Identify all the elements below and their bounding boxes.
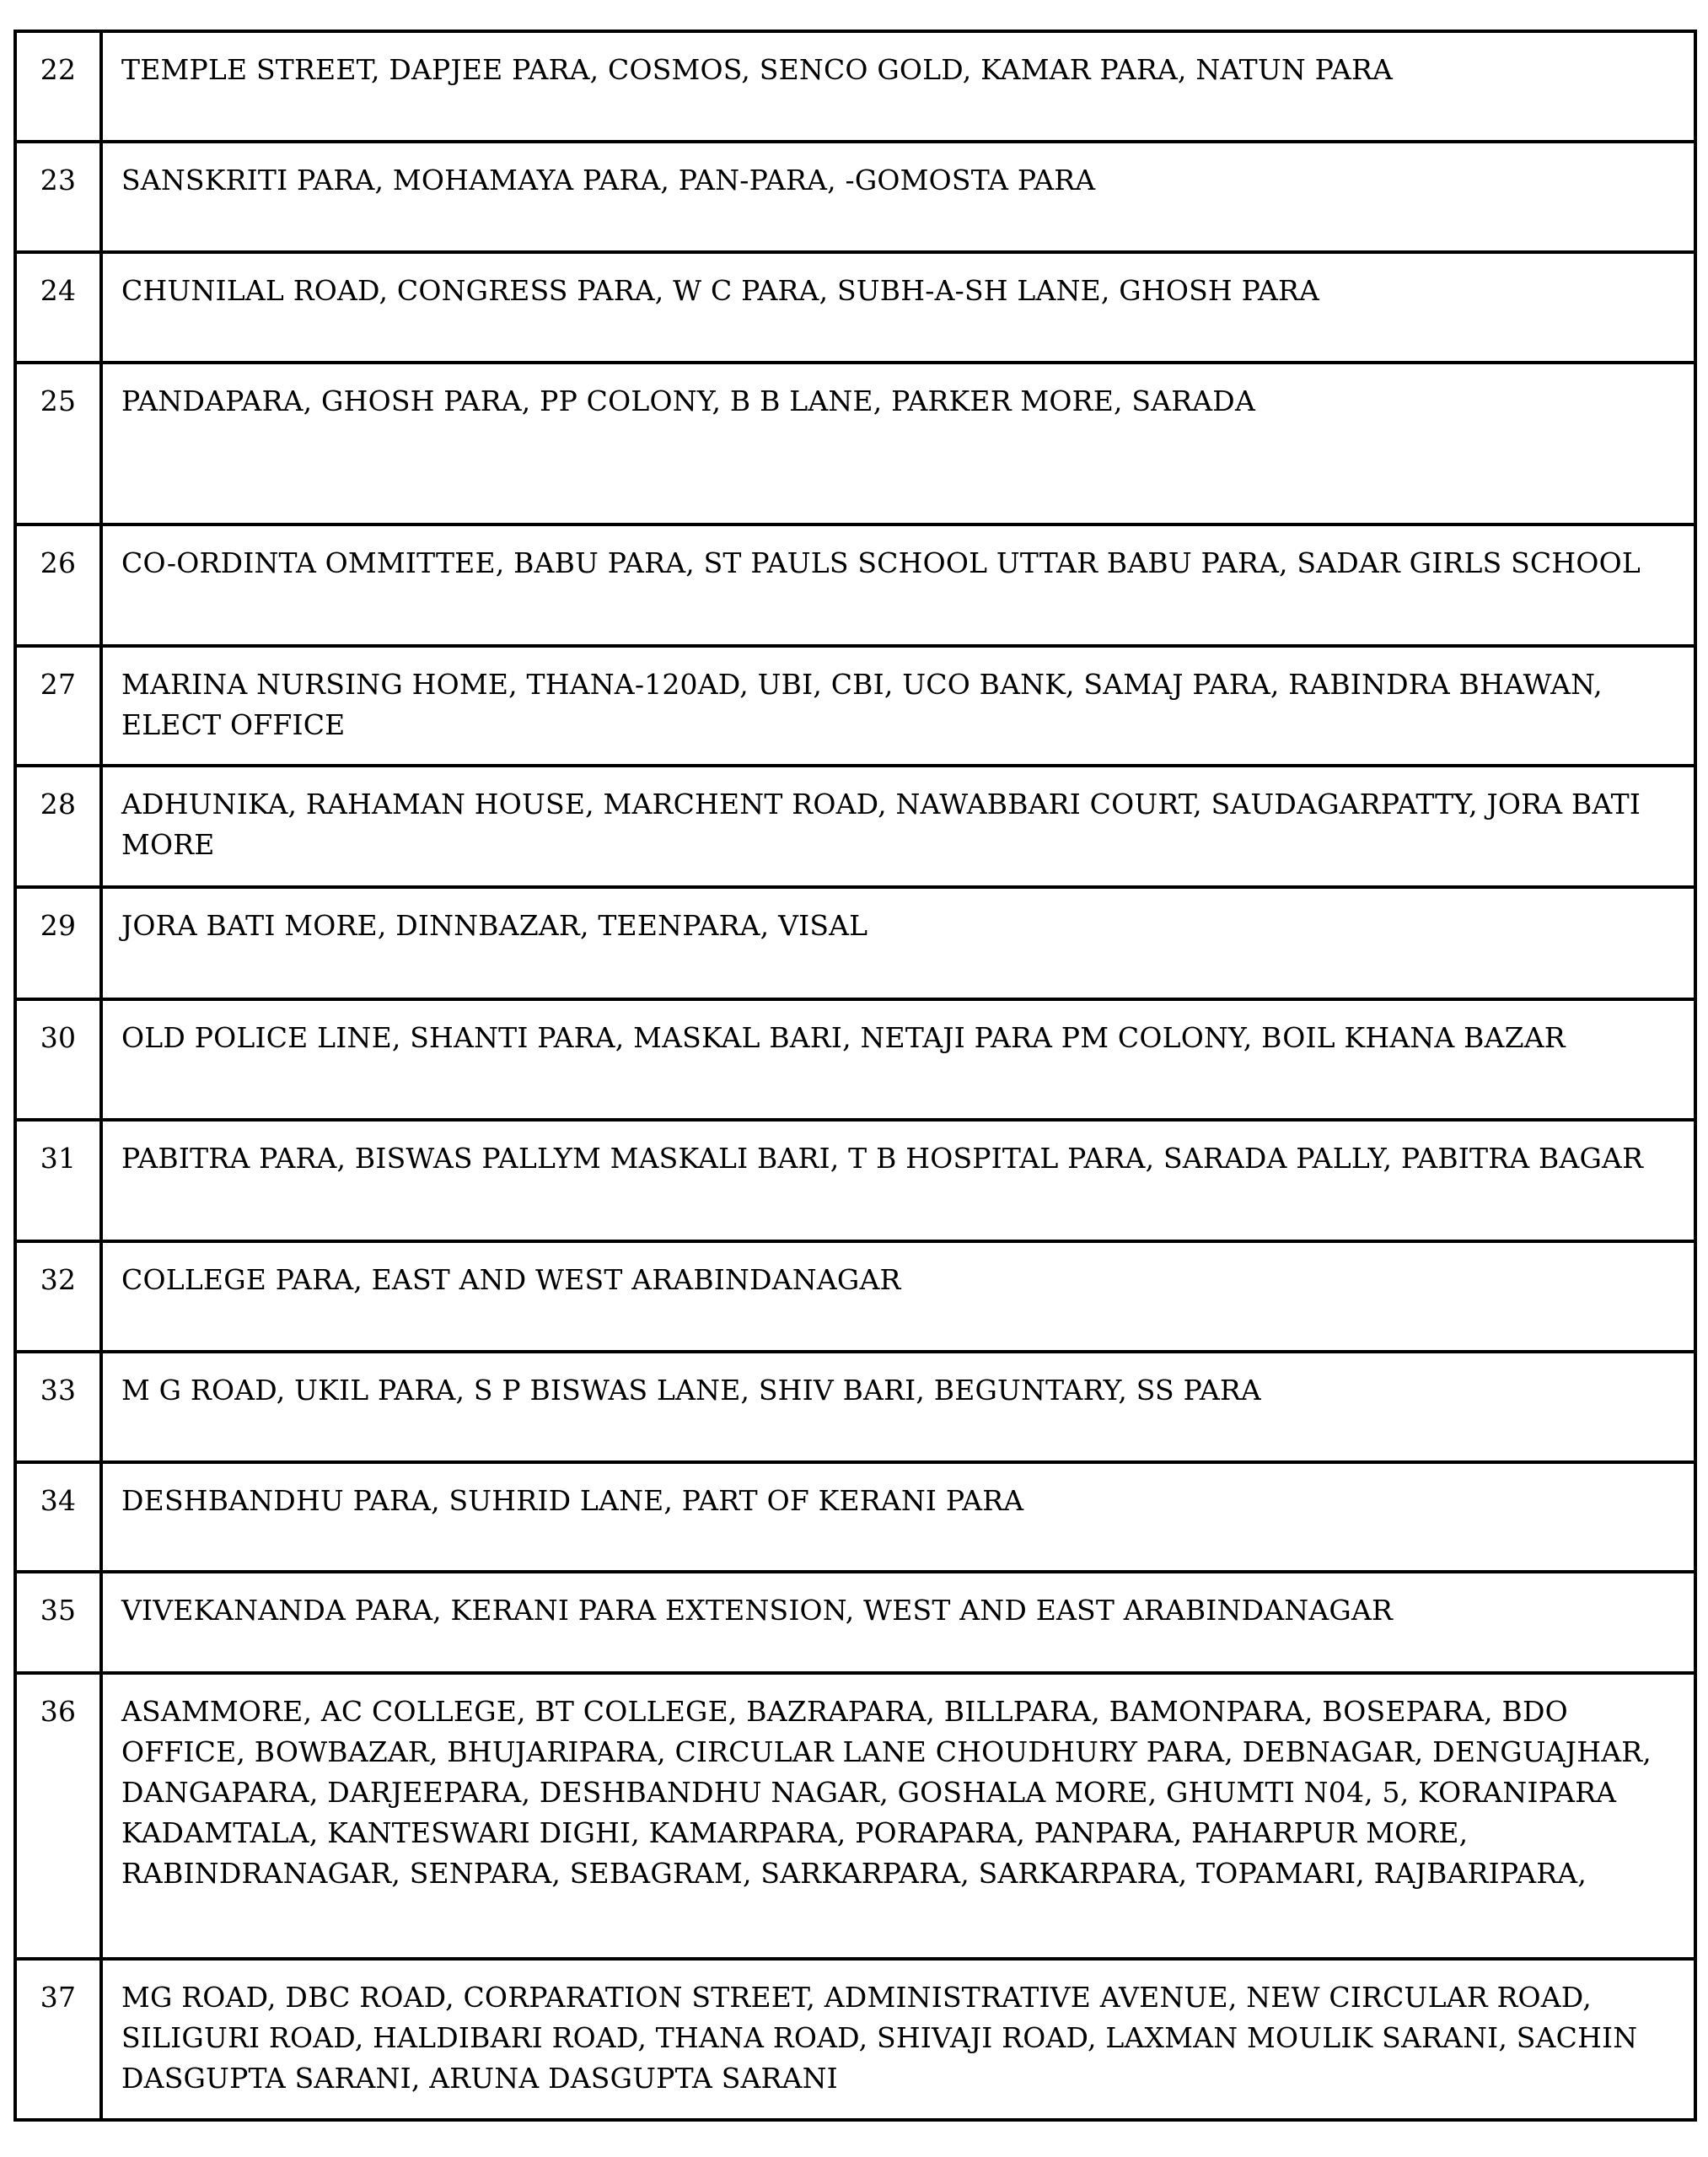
ward-areas-table bbox=[13, 30, 1697, 2122]
table-row bbox=[15, 1959, 1695, 2120]
table-row bbox=[15, 524, 1695, 646]
areas-cell: CO-ORDINTA OMMITTEE, BABU PARA, ST PAULS SCHOOL UTTAR BABU PARA, SADAR GIRLS SCHOOL bbox=[101, 524, 1695, 646]
ward-number-cell: 36 bbox=[15, 1673, 101, 1959]
table-row bbox=[15, 1462, 1695, 1572]
table-row bbox=[15, 646, 1695, 766]
areas-cell: PABITRA PARA, BISWAS PALLYM MASKALI BARI, T B HOSPITAL PARA, SARADA PALLY, PABITRA BAGAR bbox=[101, 1120, 1695, 1241]
ward-number-cell: 24 bbox=[15, 252, 101, 363]
ward-number-cell: 32 bbox=[15, 1241, 101, 1352]
ward-number-cell: 30 bbox=[15, 999, 101, 1120]
table-row bbox=[15, 363, 1695, 524]
areas-cell: M G ROAD, UKIL PARA, S P BISWAS LANE, SHIV BARI, BEGUNTARY, SS PARA bbox=[101, 1352, 1695, 1462]
areas-cell: ADHUNIKA, RAHAMAN HOUSE, MARCHENT ROAD, NAWABBARI COURT, SAUDAGARPATTY, JORA BATI MORE bbox=[101, 766, 1695, 887]
ward-number-cell: 26 bbox=[15, 524, 101, 646]
areas-cell: TEMPLE STREET, DAPJEE PARA, COSMOS, SENCO GOLD, KAMAR PARA, NATUN PARA bbox=[101, 31, 1695, 142]
table-row bbox=[15, 766, 1695, 887]
ward-number-cell: 28 bbox=[15, 766, 101, 887]
areas-cell: DESHBANDHU PARA, SUHRID LANE, PART OF KERANI PARA bbox=[101, 1462, 1695, 1572]
ward-number-cell: 25 bbox=[15, 363, 101, 524]
table-row bbox=[15, 31, 1695, 142]
areas-cell: PANDAPARA, GHOSH PARA, PP COLONY, B B LANE, PARKER MORE, SARADA bbox=[101, 363, 1695, 524]
ward-number-cell: 27 bbox=[15, 646, 101, 766]
ward-number-cell: 22 bbox=[15, 31, 101, 142]
ward-number-cell: 33 bbox=[15, 1352, 101, 1462]
ward-number-cell: 29 bbox=[15, 887, 101, 999]
table-row bbox=[15, 1673, 1695, 1959]
ward-number-cell: 37 bbox=[15, 1959, 101, 2120]
table-row bbox=[15, 252, 1695, 363]
table-row bbox=[15, 1241, 1695, 1352]
areas-cell: SANSKRITI PARA, MOHAMAYA PARA, PAN-PARA, -GOMOSTA PARA bbox=[101, 142, 1695, 252]
ward-number-cell: 23 bbox=[15, 142, 101, 252]
table-row bbox=[15, 999, 1695, 1120]
areas-cell: MG ROAD, DBC ROAD, CORPARATION STREET, ADMINISTRATIVE AVENUE, NEW CIRCULAR ROAD, SILIGURI ROAD, HALDIBARI ROAD, THANA ROAD, SHIVAJI ROAD, LAXMAN MOULIK SARANI, SACHIN DASGUPTA SARANI, ARUNA DASGUPTA SARANI bbox=[101, 1959, 1695, 2120]
ward-number-cell: 31 bbox=[15, 1120, 101, 1241]
table-row bbox=[15, 887, 1695, 999]
areas-cell: ASAMMORE, AC COLLEGE, BT COLLEGE, BAZRAPARA, BILLPARA, BAMONPARA, BOSEPARA, BDO OFFICE, BOWBAZAR, BHUJARIPARA, CIRCULAR LANE CHOUDHURY PARA, DEBNAGAR, DENGUAJHAR, DANGAPARA, DARJEEPARA, DESHBANDHU NAGAR, GOSHALA MORE, GHUMTI N04, 5, KORANIPARA KADAMTALA, KANTESWARI DIGHI, KAMARPARA, PORAPARA, PANPARA, PAHARPUR MORE, RABINDRANAGAR, SENPARA, SEBAGRAM, SARKARPARA, SARKARPARA, TOPAMARI, RAJBARIPARA, bbox=[101, 1673, 1695, 1959]
areas-cell: COLLEGE PARA, EAST AND WEST ARABINDANAGAR bbox=[101, 1241, 1695, 1352]
areas-cell: OLD POLICE LINE, SHANTI PARA, MASKAL BARI, NETAJI PARA PM COLONY, BOIL KHANA BAZAR bbox=[101, 999, 1695, 1120]
table-row bbox=[15, 142, 1695, 252]
areas-cell: VIVEKANANDA PARA, KERANI PARA EXTENSION, WEST AND EAST ARABINDANAGAR bbox=[101, 1572, 1695, 1673]
areas-cell: CHUNILAL ROAD, CONGRESS PARA, W C PARA, SUBH-A-SH LANE, GHOSH PARA bbox=[101, 252, 1695, 363]
table-row bbox=[15, 1352, 1695, 1462]
ward-number-cell: 34 bbox=[15, 1462, 101, 1572]
table-row bbox=[15, 1120, 1695, 1241]
ward-number-cell: 35 bbox=[15, 1572, 101, 1673]
areas-cell: MARINA NURSING HOME, THANA-120AD, UBI, CBI, UCO BANK, SAMAJ PARA, RABINDRA BHAWAN, ELECT OFFICE bbox=[101, 646, 1695, 766]
table-body bbox=[15, 31, 1695, 2120]
table-row bbox=[15, 1572, 1695, 1673]
areas-cell: JORA BATI MORE, DINNBAZAR, TEENPARA, VISAL bbox=[101, 887, 1695, 999]
